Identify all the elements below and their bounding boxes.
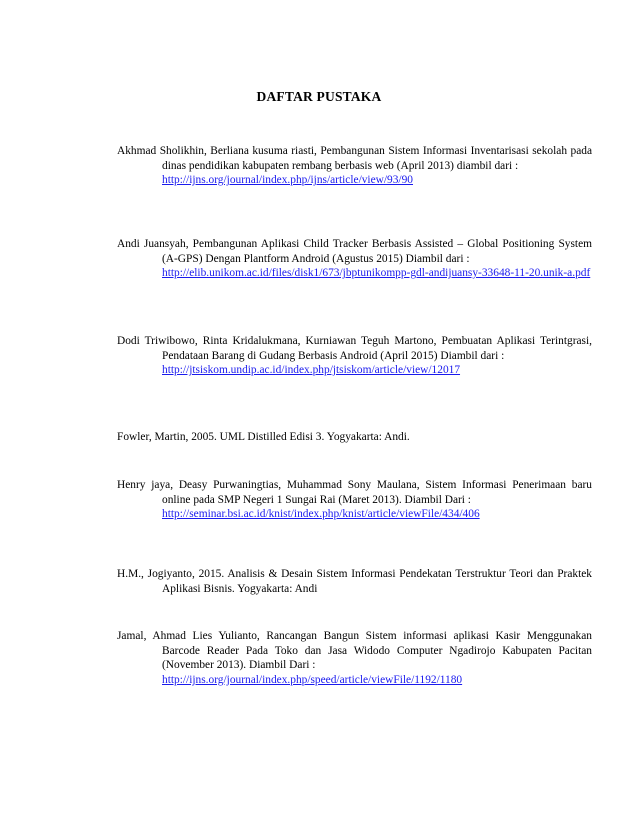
reference-entry	[117, 144, 592, 188]
page-title: DAFTAR PUSTAKA	[256, 89, 382, 104]
reference-text: Henry jaya, Deasy Purwaningtias, Muhammad Sony Maulana, Sistem Informasi Penerimaan baru online pada SMP Negeri 1 Sungai Rai (Maret 2013). Diambil Dari :	[117, 479, 592, 506]
reference-entry	[117, 629, 592, 687]
reference-entry	[117, 567, 592, 596]
reference-text: Andi Juansyah, Pembangunan Aplikasi Child Tracker Berbasis Assisted – Global Positioning System (A-GPS) Dengan Plantform Android (Agustus 2015) Diambil dari :	[117, 238, 592, 265]
reference-text: Jamal, Ahmad Lies Yulianto, Rancangan Bangun Sistem informasi aplikasi Kasir Menggunakan Barcode Reader Pada Toko dan Jasa Widodo Computer Ngadirojo Kabupaten Pacitan (November 2013). Diambil Dari :	[117, 630, 592, 672]
reference-link[interactable]: http://ijns.org/journal/index.php/speed/article/viewFile/1192/1180	[162, 673, 463, 686]
reference-link[interactable]: http://ijns.org/journal/index.php/ijns/article/view/93/90	[162, 174, 413, 187]
reference-entry	[117, 334, 592, 378]
reference-entry	[117, 237, 592, 281]
reference-entry	[117, 478, 592, 522]
reference-text: Dodi Triwibowo, Rinta Kridalukmana, Kurniawan Teguh Martono, Pembuatan Aplikasi Terintgrasi, Pendataan Barang di Gudang Berbasis Android (April 2015) Diambil dari :	[117, 335, 592, 362]
reference-text: H.M., Jogiyanto, 2015. Analisis & Desain Sistem Informasi Pendekatan Terstruktur Teori dan Praktek Aplikasi Bisnis. Yogyakarta: Andi	[117, 568, 592, 595]
reference-entry	[117, 430, 592, 445]
reference-link[interactable]: http://seminar.bsi.ac.id/knist/index.php/knist/article/viewFile/434/406	[162, 508, 480, 521]
reference-link[interactable]: http://elib.unikom.ac.id/files/disk1/673/jbptunikompp-gdl-andijuansy-33648-11-20.unik-a.pdf	[162, 267, 591, 280]
reference-text: Fowler, Martin, 2005. UML Distilled Edisi 3. Yogyakarta: Andi.	[117, 431, 410, 443]
reference-link[interactable]: http://jtsiskom.undip.ac.id/index.php/jtsiskom/article/view/12017	[162, 364, 461, 377]
reference-text: Akhmad Sholikhin, Berliana kusuma riasti, Pembangunan Sistem Informasi Inventarisasi sekolah pada dinas pendidikan kabupaten rembang berbasis web (April 2013) diambil dari :	[117, 145, 592, 172]
